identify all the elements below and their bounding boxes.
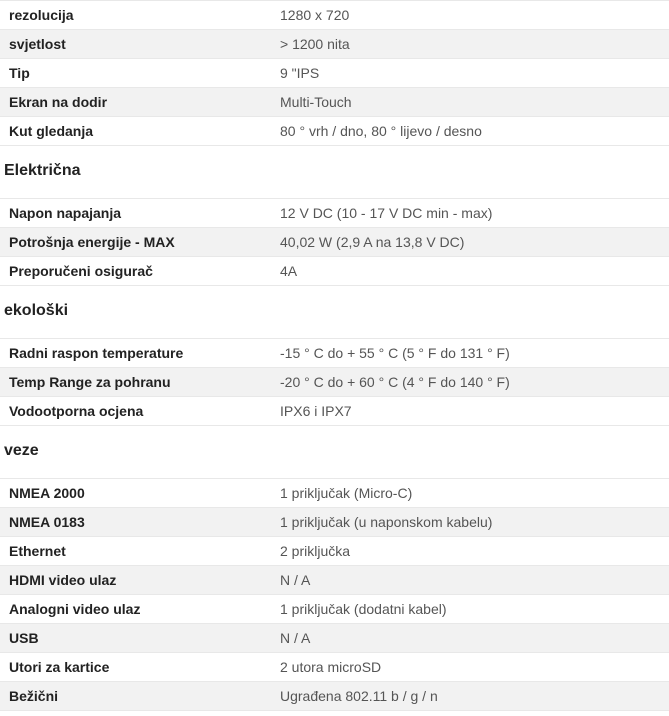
table-row [0, 508, 669, 537]
table-row [0, 30, 669, 59]
spec-value: > 1200 nita [271, 30, 669, 59]
table-row [0, 228, 669, 257]
spec-value: N / A [271, 624, 669, 653]
spec-label: Vodootporna ocjena [0, 397, 271, 426]
table-row [0, 595, 669, 624]
table-row [0, 339, 669, 368]
table-row [0, 59, 669, 88]
spec-label: HDMI video ulaz [0, 566, 271, 595]
table-row [0, 537, 669, 566]
spec-label: Napon napajanja [0, 199, 271, 228]
section-title-connections: veze [4, 442, 39, 459]
spec-table-electrical [0, 198, 669, 286]
spec-value: 12 V DC (10 - 17 V DC min - max) [271, 199, 669, 228]
table-row [0, 566, 669, 595]
table-row [0, 368, 669, 397]
spec-label: Preporučeni osigurač [0, 257, 271, 286]
spec-value: N / A [271, 566, 669, 595]
spec-value: 1280 x 720 [271, 1, 669, 30]
spec-table-connections [0, 478, 669, 711]
spec-label: rezolucija [0, 1, 271, 30]
spec-label: NMEA 2000 [0, 479, 271, 508]
spec-value: 40,02 W (2,9 A na 13,8 V DC) [271, 228, 669, 257]
spec-label: Potrošnja energije - MAX [0, 228, 271, 257]
spec-value: 80 ° vrh / dno, 80 ° lijevo / desno [271, 117, 669, 146]
spec-value: -15 ° C do + 55 ° C (5 ° F do 131 ° F) [271, 339, 669, 368]
spec-table-display [0, 0, 669, 146]
spec-label: Radni raspon temperature [0, 339, 271, 368]
spec-label: Temp Range za pohranu [0, 368, 271, 397]
table-row [0, 397, 669, 426]
spec-value: 4A [271, 257, 669, 286]
spec-value: Multi-Touch [271, 88, 669, 117]
spec-value: 2 priključka [271, 537, 669, 566]
section-title-environmental: ekološki [4, 302, 69, 319]
table-row [0, 682, 669, 711]
table-row [0, 653, 669, 682]
spec-value: 1 priključak (dodatni kabel) [271, 595, 669, 624]
table-row [0, 199, 669, 228]
table-row [0, 1, 669, 30]
spec-value: -20 ° C do + 60 ° C (4 ° F do 140 ° F) [271, 368, 669, 397]
spec-label: USB [0, 624, 271, 653]
table-row [0, 117, 669, 146]
spec-label: Analogni video ulaz [0, 595, 271, 624]
spec-value: IPX6 i IPX7 [271, 397, 669, 426]
table-row [0, 257, 669, 286]
spec-label: Utori za kartice [0, 653, 271, 682]
table-row [0, 88, 669, 117]
spec-label: Ethernet [0, 537, 271, 566]
spec-value: 9 "IPS [271, 59, 669, 88]
table-row [0, 479, 669, 508]
spec-label: NMEA 0183 [0, 508, 271, 537]
section-title-electrical: Električna [4, 162, 81, 179]
spec-table-environmental [0, 338, 669, 426]
spec-value: Ugrađena 802.11 b / g / n [271, 682, 669, 711]
spec-label: Tip [0, 59, 271, 88]
spec-label: Bežični [0, 682, 271, 711]
table-row [0, 624, 669, 653]
spec-label: Kut gledanja [0, 117, 271, 146]
spec-value: 1 priključak (u naponskom kabelu) [271, 508, 669, 537]
spec-value: 1 priključak (Micro-C) [271, 479, 669, 508]
spec-label: Ekran na dodir [0, 88, 271, 117]
spec-value: 2 utora microSD [271, 653, 669, 682]
spec-label: svjetlost [0, 30, 271, 59]
